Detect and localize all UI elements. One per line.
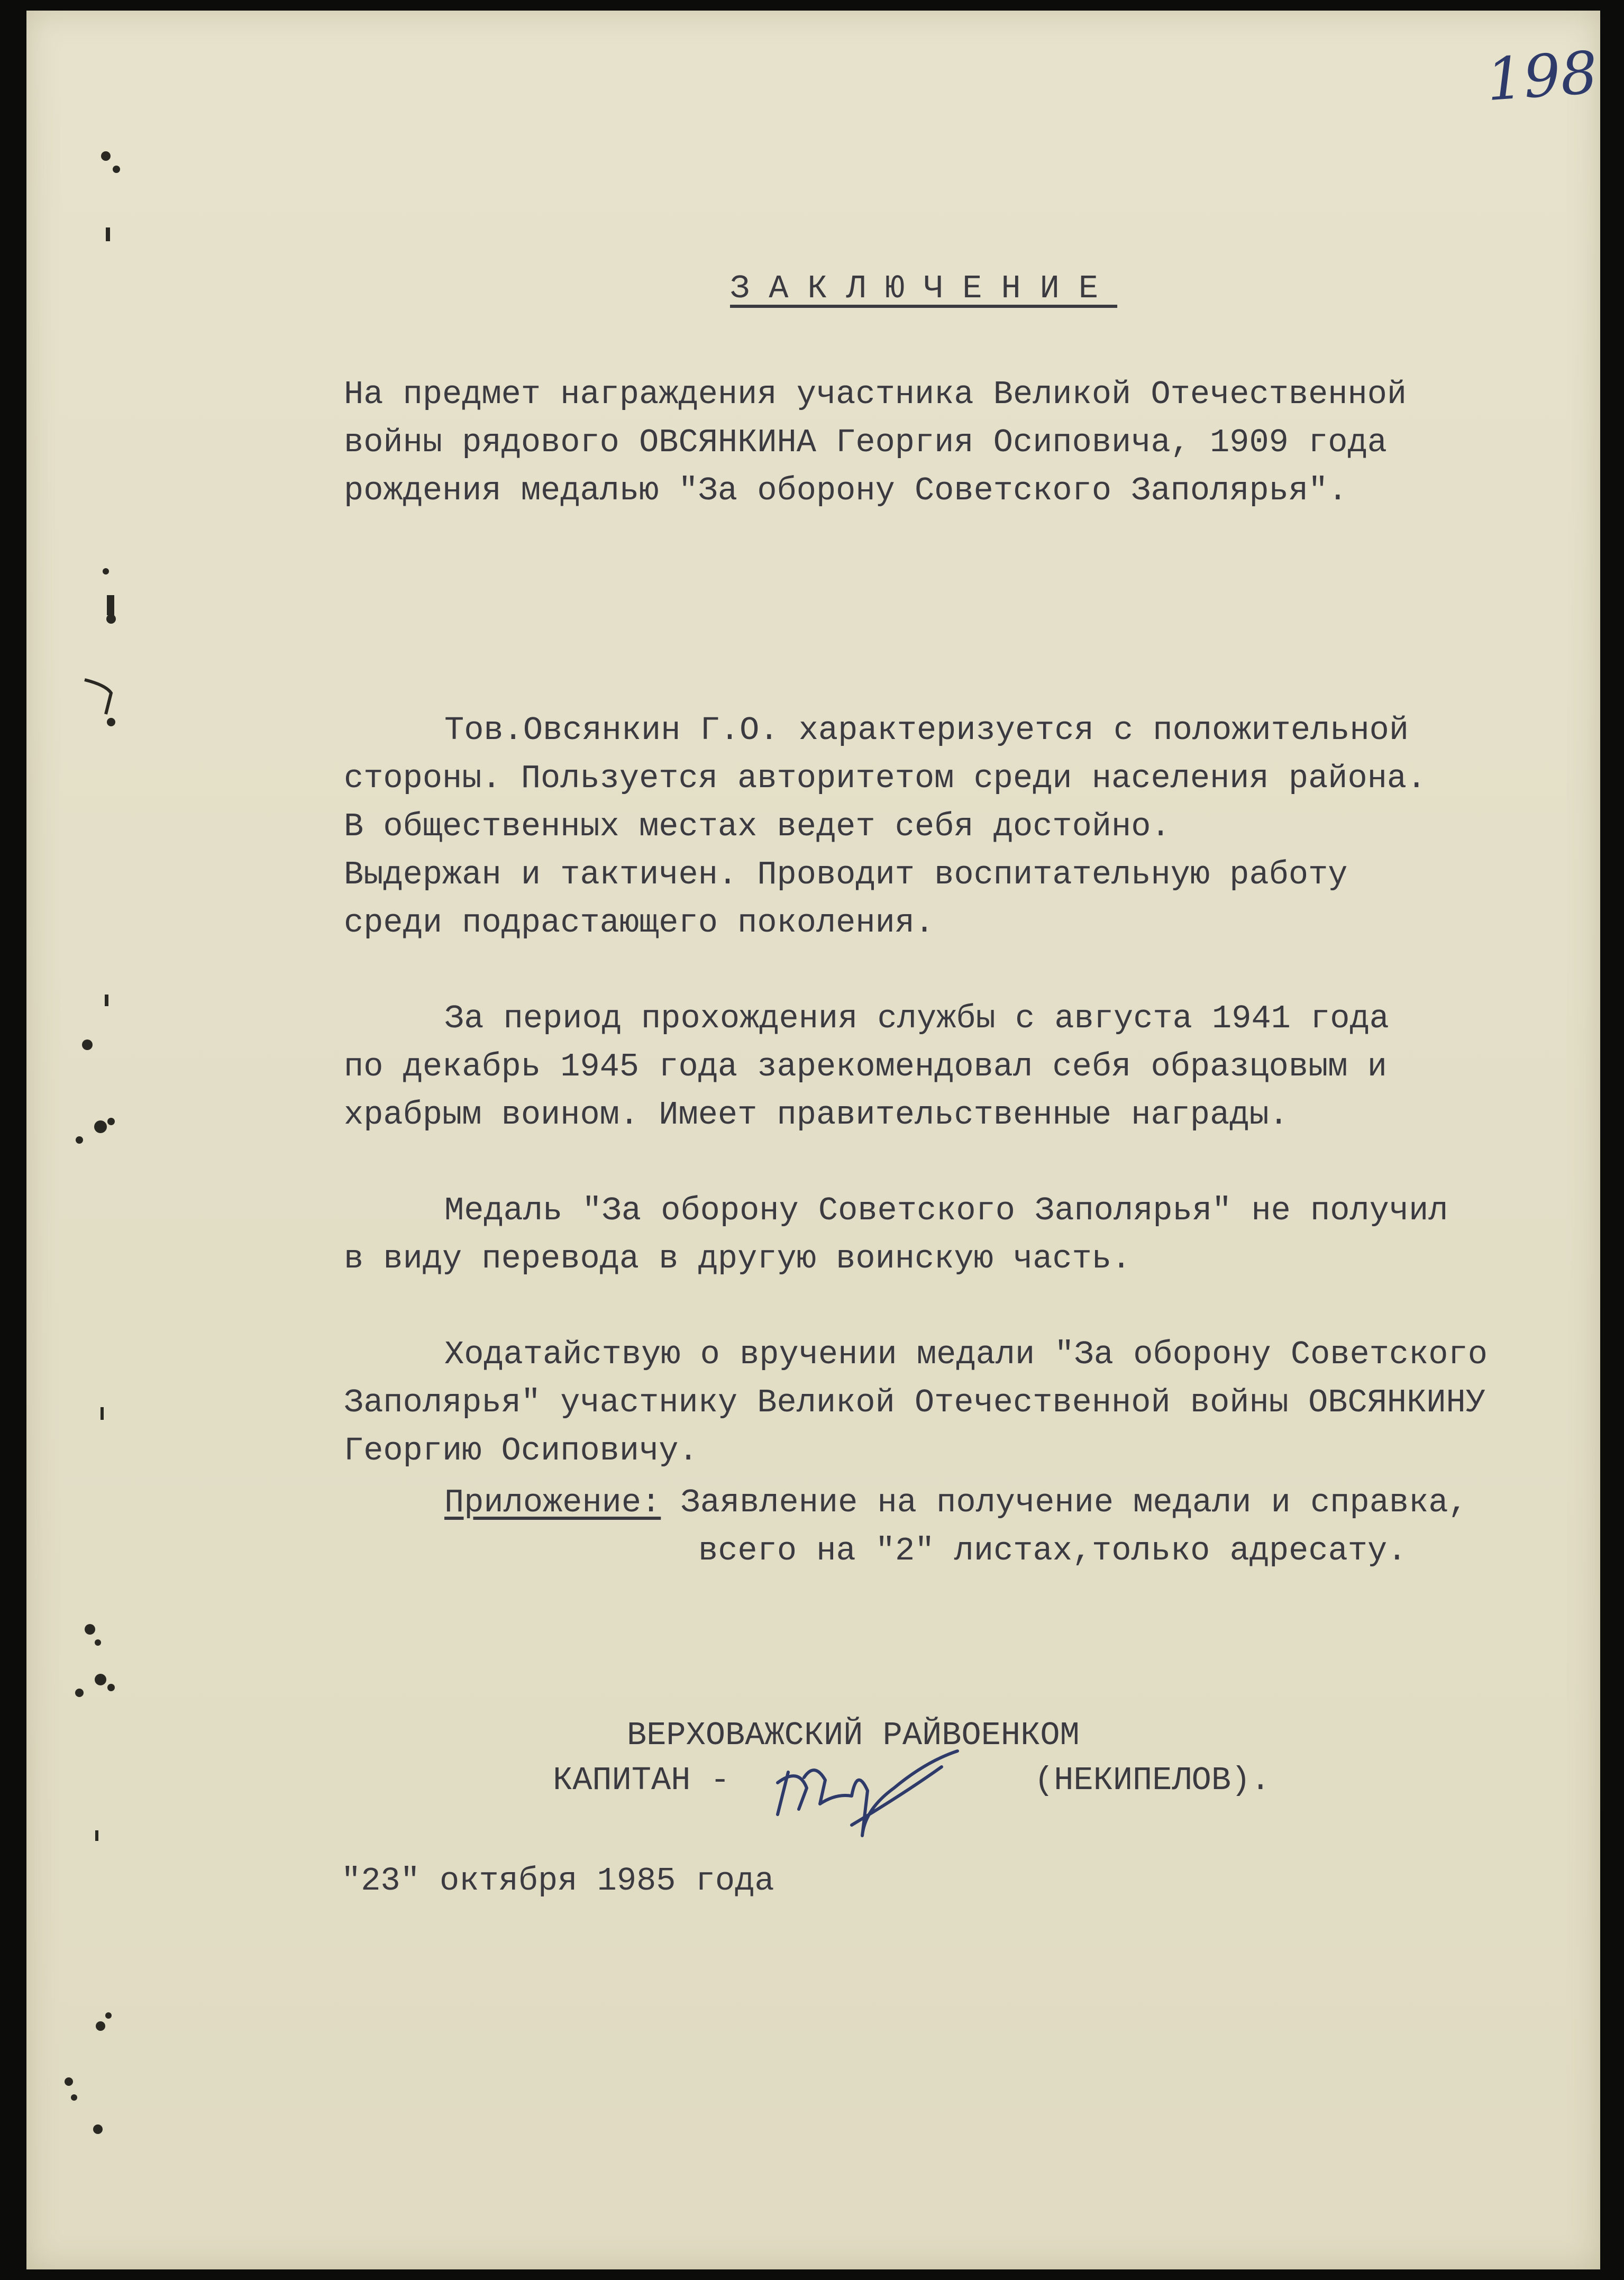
handwritten-signature — [767, 1730, 995, 1852]
paragraph-line: Медаль "За оборону Советского Заполярья" не получил — [444, 1192, 1448, 1229]
paragraph-line: стороны. Пользуется авторитетом среди населения района. — [344, 760, 1427, 797]
subject-line: войны рядового ОВСЯНКИНА Георгия Осиповича, 1909 года — [344, 424, 1387, 461]
paragraph-line: по декабрь 1945 года зарекомендовал себя образцовым и — [344, 1048, 1387, 1086]
document-date: "23" октября 1985 года — [341, 1862, 774, 1900]
subject-line: На предмет награждения участника Великой Отечественной — [344, 376, 1407, 413]
document-page — [26, 11, 1600, 2269]
attachment-line — [444, 1479, 1555, 1527]
paragraph-line: среди подрастающего поколения. — [344, 904, 935, 942]
subject-block — [344, 370, 1534, 515]
attachment-label: Приложение: — [444, 1484, 661, 1521]
paragraph-line: В общественных местах ведет себя достойно. — [344, 808, 1171, 845]
body-text — [344, 706, 1561, 1522]
paragraph-line: Заполярья" участнику Великой Отечественной войны ОВСЯНКИНУ — [344, 1384, 1485, 1421]
paragraph-petition — [344, 1330, 1561, 1475]
signature-rank: КАПИТАН - — [553, 1762, 730, 1799]
paragraph-characteristic — [344, 706, 1561, 947]
binding-holes-decoration — [26, 11, 164, 2269]
paragraph-line: За период прохождения службы с августа 1941 года — [444, 1000, 1389, 1037]
document-title: ЗАКЛЮЧЕНИЕ — [730, 270, 1118, 307]
page-number: 198 — [1484, 38, 1600, 114]
attachment-block — [444, 1479, 1555, 1575]
signature-organization: ВЕРХОВАЖСКИЙ РАЙВОЕНКОМ — [627, 1717, 1080, 1754]
signature-name: (НЕКИПЕЛОВ). — [1034, 1762, 1271, 1799]
paragraph-line: храбрым воином. Имеет правительственные награды. — [344, 1096, 1289, 1134]
paragraph-medal — [344, 1187, 1561, 1283]
paragraph-line: Выдержан и тактичен. Проводит воспитательную работу — [344, 856, 1348, 893]
attachment-line: всего на "2" листах,только адресату. — [698, 1532, 1407, 1570]
subject-line: рождения медалью "За оборону Советского Заполярья". — [344, 472, 1348, 509]
paragraph-service — [344, 995, 1561, 1139]
attachment-text: Заявление на получение медали и справка, — [661, 1484, 1468, 1521]
paragraph-line: Георгию Осиповичу. — [344, 1432, 698, 1470]
paragraph-line: Ходатайствую о вручении медали "За оборону Советского — [444, 1336, 1488, 1373]
paragraph-line: в виду перевода в другую воинскую часть. — [344, 1240, 1132, 1278]
paragraph-line: Тов.Овсянкин Г.О. характеризуется с положительной — [444, 712, 1409, 749]
